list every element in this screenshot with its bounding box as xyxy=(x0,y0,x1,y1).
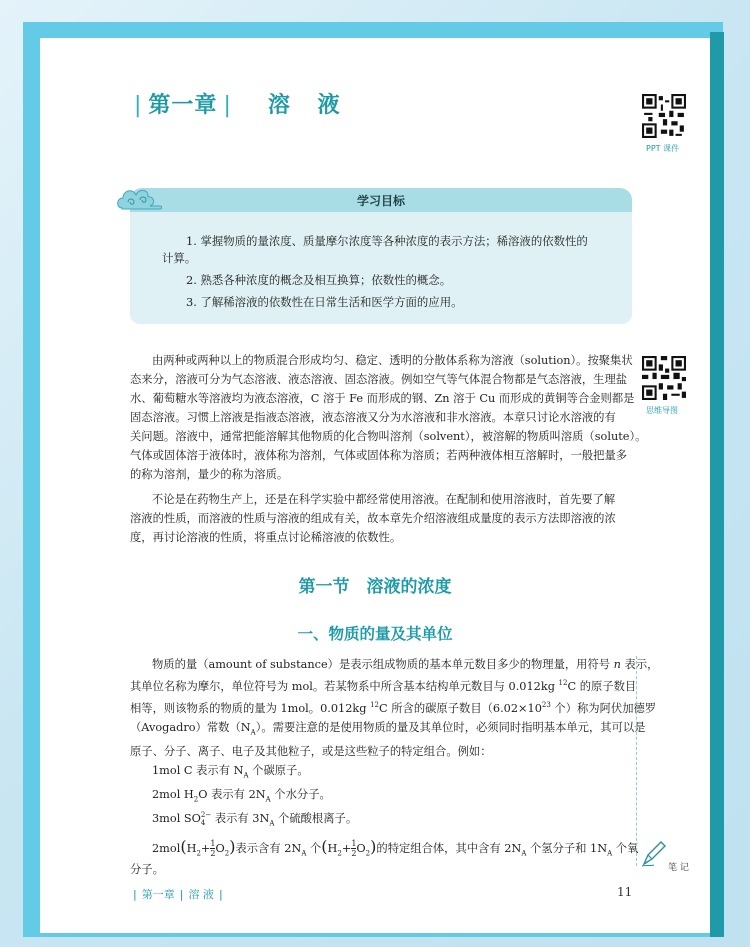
goal-item-2: 2. 熟悉各种浓度的概念及相互换算；依数性的概念。 xyxy=(186,273,452,287)
formula-h2: H xyxy=(186,841,197,855)
text-run: 的特定组合体，其中含有 2N xyxy=(376,841,522,855)
formula-o2: O xyxy=(356,841,366,855)
goals-heading: 学习目标 xyxy=(356,194,405,208)
text-run: 3mol SO xyxy=(152,812,201,826)
text-run: 表示有 3N xyxy=(211,812,270,826)
footer-bar: | xyxy=(179,888,184,901)
formula-h2: H xyxy=(327,841,338,855)
subsection-title: 一、物质的量及其单位 xyxy=(297,625,453,643)
plus-sign: + xyxy=(341,841,352,855)
fraction-numerator: 1 xyxy=(210,839,216,849)
subscript: 2 xyxy=(337,848,342,857)
text-line: 关问题。溶液中，通常把能溶解其他物质的化合物叫溶剂（solvent），被溶解的物质叫溶质（solute）。 xyxy=(130,430,647,443)
subscript: A xyxy=(243,771,249,780)
superscript: 12 xyxy=(370,700,379,709)
formula-o2: O xyxy=(215,841,225,855)
qr-code-icon[interactable] xyxy=(642,94,686,138)
subscript: 2 xyxy=(224,848,230,857)
superscript: 12 xyxy=(558,679,568,687)
text-run: 物质的量（amount of substance）是表示组成物质的基本单元数目多少的物理量，用符号 xyxy=(152,658,614,671)
text-line: 不论是在药物生产上，还是在科学实验中都经常使用溶液。在配制和使用溶液时，首先要了解 xyxy=(152,493,616,506)
text-run: 相等，则该物系的物质的量为 1mol。0.012kg xyxy=(130,701,371,715)
text-run: 2mol xyxy=(152,841,181,855)
running-footer xyxy=(128,886,228,902)
text-line xyxy=(130,718,646,742)
chapter-heading xyxy=(128,88,350,119)
symbol-n: n xyxy=(613,658,621,671)
text-run: 个水分子。 xyxy=(270,788,331,802)
text-run: 个）称为阿伏加德罗 xyxy=(550,701,657,715)
plus-sign: + xyxy=(200,841,211,855)
qr-label-ppt: PPT 课件 xyxy=(646,144,680,153)
text-line: 分子。 xyxy=(130,862,164,876)
text-run: （Avogadro）常数（N xyxy=(130,720,251,734)
subscript: A xyxy=(269,819,275,828)
text-run: 个氧 xyxy=(612,841,639,855)
ion-charge xyxy=(201,811,211,827)
fraction-denominator: 2 xyxy=(351,849,357,859)
text-line: 度，再讨论溶液的性质，将重点讨论稀溶液的依数性。 xyxy=(130,531,402,544)
footer-bar: | xyxy=(133,888,137,901)
footer-bar: | xyxy=(218,888,223,901)
text-run: C 的原子数目 xyxy=(567,679,637,693)
intro-paragraph-2 xyxy=(130,490,632,547)
subscript: 2 xyxy=(365,848,371,857)
text-line: 气体或固体溶于液体时，液体称为溶剂，气体或固体称为溶质；若两种液体相互溶解时，一般把量多 xyxy=(130,449,628,462)
chapter-number: 第一章 xyxy=(148,93,218,118)
text-run: 2mol H xyxy=(152,788,194,802)
subscript: 2 xyxy=(196,848,201,857)
text-line: 由两种或两种以上的物质混合形成均匀、稳定、透明的分散体系称为溶液（solution）。按聚集状 xyxy=(152,354,633,367)
text-run: O 表示有 2N xyxy=(198,788,266,802)
text-run: 个硫酸根离子。 xyxy=(274,812,358,826)
footer-title: 溶 液 xyxy=(188,888,214,901)
text-run: ）。需要注意的是使用物质的量及其单位时，必须同时指明基本单元，其可以是 xyxy=(255,720,646,734)
example-line-4 xyxy=(130,834,639,860)
text-line xyxy=(130,655,659,674)
qr-code-icon[interactable] xyxy=(642,356,686,400)
example-line-3 xyxy=(130,809,632,833)
text-run: 表示， xyxy=(620,658,659,671)
notes-label: 笔 记 xyxy=(668,863,689,873)
page-spine xyxy=(710,32,724,937)
example-line-2 xyxy=(130,785,632,809)
text-line: 溶液的性质，而溶液的性质与溶液的组成有关，故本章先介绍溶液组成量度的表示方法即溶液的浓 xyxy=(130,512,616,525)
intro-paragraph-1 xyxy=(130,351,647,484)
goal-item-1-cont: 计算。 xyxy=(162,251,197,265)
qr-label-mindmap: 思维导图 xyxy=(646,406,678,415)
text-run: 其单位名称为摩尔，单位符号为 mol。若某物系中所含基本结构单元数目与 0.012kg xyxy=(130,679,559,693)
paren-open: ( xyxy=(180,836,187,856)
cloud-ornament-icon xyxy=(116,184,164,216)
subscript: 2 xyxy=(193,795,199,804)
subscript: A xyxy=(265,795,271,804)
text-run: 表示含有 2N xyxy=(235,841,302,855)
text-line: 水、葡萄糖水等溶液均为液态溶液，C 溶于 Fe 而形成的钢、Zn 溶于 Cu 而形成的黄铜等合金则都是 xyxy=(130,392,635,405)
subscript: A xyxy=(301,848,307,857)
text-run: 个氢分子和 1N xyxy=(526,841,608,855)
subscript: A xyxy=(607,848,613,857)
subscript: 4 xyxy=(200,819,206,828)
goals-heading-bar xyxy=(130,188,632,212)
text-run: 个碳原子。 xyxy=(248,763,309,777)
page-number: 11 xyxy=(617,885,633,899)
text-line xyxy=(130,674,637,696)
heading-bar-right: | xyxy=(223,93,232,118)
paren-open: ( xyxy=(321,836,328,856)
chapter-title: 溶 液 xyxy=(267,93,350,118)
paren-close: ) xyxy=(229,836,236,856)
superscript: 23 xyxy=(541,700,551,709)
subscript: A xyxy=(250,727,256,736)
notes-margin-divider xyxy=(636,656,637,866)
fraction-denominator: 2 xyxy=(210,849,216,859)
superscript: 2− xyxy=(200,811,212,820)
text-run: 个 xyxy=(306,841,322,855)
text-line: 固态溶液。习惯上溶液是指液态溶液，液态溶液又分为水溶液和非水溶液。本章只讨论水溶液的有 xyxy=(130,411,616,424)
subscript: A xyxy=(521,848,527,857)
goal-item-3: 3. 了解稀溶液的依数性在日常生活和医学方面的应用。 xyxy=(186,295,463,309)
text-line: 的称为溶剂，量少的称为溶质。 xyxy=(130,468,289,481)
text-line: 原子、分子、离子、电子及其他粒子，或是这些粒子的特定组合。例如： xyxy=(130,744,492,758)
text-line xyxy=(130,696,657,718)
body-paragraph xyxy=(130,655,659,879)
heading-bar-left: | xyxy=(134,93,143,118)
fraction-numerator: 1 xyxy=(351,839,357,849)
text-run: 1mol C 表示有 N xyxy=(152,763,244,777)
example-line-1 xyxy=(130,761,632,785)
footer-chapter: 第一章 xyxy=(141,888,175,901)
paren-close: ) xyxy=(370,836,377,856)
text-run: C 所含的碳原子数目（6.02×10 xyxy=(379,701,542,715)
goal-item-1: 1. 掌握物质的量浓度、质量摩尔浓度等各种浓度的表示方法；稀溶液的依数性的 xyxy=(186,234,588,248)
text-line: 态来分，溶液可分为气态溶液、液态溶液、固态溶液。例如空气等气体混合物都是气态溶液，生理盐 xyxy=(130,373,628,386)
section-title: 第一节 溶液的浓度 xyxy=(298,577,452,597)
pen-icon xyxy=(640,838,668,868)
